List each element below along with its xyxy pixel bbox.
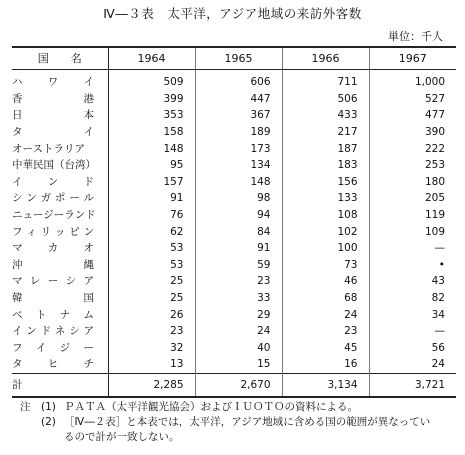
country-name-part: ネ <box>54 325 66 338</box>
country-name-part: イ <box>35 341 47 354</box>
country-name <box>12 74 94 90</box>
value-cell: 32 <box>108 340 195 357</box>
country-name-part: リ <box>40 225 52 238</box>
value-cell: 173 <box>195 140 282 157</box>
value-cell: 25 <box>108 273 195 290</box>
country-name-part: 縄 <box>83 258 94 271</box>
header-row <box>12 47 456 70</box>
value-cell: 23 <box>195 273 282 290</box>
value-cell: — <box>434 325 445 338</box>
country-name <box>12 107 94 123</box>
country-name <box>12 224 94 240</box>
country-name-part: タ <box>12 126 23 139</box>
country-name-part: ワ <box>47 76 59 89</box>
value-cell: 390 <box>424 126 445 139</box>
country-name-part: ニュージーランド <box>12 209 96 222</box>
country-cell <box>12 174 108 191</box>
country-name <box>12 141 94 157</box>
country-name <box>12 257 94 273</box>
country-name <box>12 290 94 306</box>
total-cell: 3,134 <box>282 373 369 397</box>
value-cell: 56 <box>431 341 445 354</box>
table-title: Ⅳ―３表 太平洋，アジア地域の来訪外客数 <box>103 6 362 21</box>
country-name-part: ガ <box>40 192 52 205</box>
value-cell: 102 <box>282 223 369 240</box>
country-name-part: ル <box>83 192 94 205</box>
country-cell <box>12 306 108 323</box>
country-name <box>12 340 94 356</box>
value-cell: 91 <box>195 240 282 257</box>
country-name-part: イ <box>12 325 23 338</box>
value-cell: 24 <box>431 358 445 371</box>
country-name-part: 国 <box>83 292 94 305</box>
header-year: 1966 <box>282 47 369 70</box>
footnote-label: (2) <box>20 416 56 428</box>
footnote-label: 注 (1) <box>20 401 56 413</box>
country-cell <box>12 190 108 207</box>
country-cell <box>12 157 108 174</box>
total-cell: 2,670 <box>195 373 282 397</box>
value-cell: 119 <box>424 209 445 222</box>
country-name <box>12 190 94 206</box>
table-row <box>12 207 456 224</box>
country-name-part: フ <box>12 341 23 354</box>
country-name-part: イ <box>83 76 94 89</box>
value-cell: 509 <box>108 70 195 91</box>
value-cell: 367 <box>195 107 282 124</box>
value-cell: 91 <box>108 190 195 207</box>
country-cell <box>12 340 108 357</box>
country-name-part: イ <box>83 126 94 139</box>
footnote-text: ＰＡＴＡ（太平洋観光協会）およびＩＵＯＴＯの資料による。 <box>64 401 358 413</box>
value-cell: 189 <box>195 124 282 141</box>
value-cell: 26 <box>108 306 195 323</box>
table-row <box>12 323 456 340</box>
table-row <box>12 107 456 124</box>
value-cell: 180 <box>424 175 445 188</box>
value-cell: 606 <box>195 70 282 91</box>
value-cell: 711 <box>282 70 369 91</box>
country-name-part: ン <box>47 175 59 188</box>
country-name-part: ア <box>83 275 94 288</box>
value-cell: 98 <box>195 190 282 207</box>
country-name-part: ッ <box>54 225 66 238</box>
country-name-part: ベ <box>12 308 23 321</box>
country-cell <box>12 207 108 224</box>
value-cell: 23 <box>108 323 195 340</box>
table-row <box>12 157 456 174</box>
value-cell: — <box>434 242 445 255</box>
table-row <box>12 306 456 323</box>
header-country: 国 名 <box>12 47 108 70</box>
country-name-part: ジ <box>59 341 71 354</box>
table-row <box>12 91 456 108</box>
value-cell: 46 <box>282 273 369 290</box>
value-cell: 447 <box>195 91 282 108</box>
value-cell: 73 <box>282 257 369 274</box>
total-label: 計 <box>12 378 23 391</box>
country-name <box>12 207 94 223</box>
total-row <box>12 373 456 397</box>
country-name-part: ー <box>83 341 94 354</box>
value-cell: 68 <box>282 290 369 307</box>
value-cell: 76 <box>108 207 195 224</box>
header-year: 1967 <box>369 47 456 70</box>
country-name-part: オーストラリア <box>12 142 85 155</box>
country-name-part: マ <box>12 275 23 288</box>
country-name-part: シ <box>69 325 80 338</box>
value-cell: 109 <box>424 225 445 238</box>
country-cell <box>12 223 108 240</box>
country-name-part: チ <box>83 358 94 371</box>
footnote <box>20 415 430 430</box>
table-row <box>12 140 456 157</box>
value-cell: 13 <box>108 356 195 373</box>
value-cell: 433 <box>282 107 369 124</box>
header-year: 1965 <box>195 47 282 70</box>
value-cell: 134 <box>195 157 282 174</box>
country-name-part: タ <box>12 358 23 371</box>
value-cell: 183 <box>282 157 369 174</box>
country-name <box>12 157 94 173</box>
value-cell: 24 <box>282 306 369 323</box>
value-cell: 43 <box>431 275 445 288</box>
country-name-part: カ <box>47 242 59 255</box>
value-cell: 205 <box>424 192 445 205</box>
country-cell <box>12 273 108 290</box>
country-name-part: オ <box>83 242 94 255</box>
value-cell: 148 <box>195 174 282 191</box>
country-name-part: ヒ <box>47 358 59 371</box>
country-name-part: レ <box>29 275 41 288</box>
value-cell: 217 <box>282 124 369 141</box>
country-name-part: シ <box>12 192 23 205</box>
country-name-part: 日 <box>12 109 23 122</box>
country-name <box>12 124 94 140</box>
total-label-wrap <box>12 377 94 393</box>
footnote-text: るので計が一致しない。 <box>64 431 180 443</box>
country-name-part: ィ <box>26 225 37 238</box>
country-cell <box>12 257 108 274</box>
footnotes <box>20 400 430 445</box>
country-name-part: ド <box>40 325 52 338</box>
total-cell: 3,721 <box>369 373 456 397</box>
country-name-part: ン <box>26 325 37 338</box>
footnote <box>20 400 430 415</box>
table-row <box>12 124 456 141</box>
table-row <box>12 240 456 257</box>
country-name-part: ピ <box>69 225 80 238</box>
country-name-part: ア <box>83 325 94 338</box>
country-cell <box>12 124 108 141</box>
value-cell: 94 <box>195 207 282 224</box>
value-cell: 23 <box>282 323 369 340</box>
value-cell: 53 <box>108 257 195 274</box>
value-cell: 1,000 <box>414 76 445 89</box>
table-row <box>12 290 456 307</box>
country-cell <box>12 240 108 257</box>
value-cell: 16 <box>282 356 369 373</box>
country-name-part: 香 <box>12 92 23 105</box>
value-cell: 156 <box>282 174 369 191</box>
country-name-part: ハ <box>12 76 23 89</box>
country-cell <box>12 91 108 108</box>
country-cell <box>12 107 108 124</box>
value-cell: 148 <box>108 140 195 157</box>
country-name-part: ン <box>26 192 37 205</box>
country-name-part: シ <box>65 275 77 288</box>
country-cell <box>12 323 108 340</box>
country-cell <box>12 70 108 91</box>
country-name <box>12 174 94 190</box>
table-row <box>12 190 456 207</box>
value-cell: 95 <box>108 157 195 174</box>
country-name-part: ナ <box>59 308 71 321</box>
value-cell: 222 <box>424 142 445 155</box>
country-name-part: フ <box>12 225 23 238</box>
header-year: 1964 <box>108 47 195 70</box>
table-row <box>12 340 456 357</box>
country-name-part: ド <box>83 175 94 188</box>
value-cell: 133 <box>282 190 369 207</box>
footnote <box>20 430 430 445</box>
country-name-part: マ <box>12 242 23 255</box>
country-name-part: 韓 <box>12 292 23 305</box>
value-cell: 25 <box>108 290 195 307</box>
country-cell <box>12 140 108 157</box>
value-cell: 100 <box>282 240 369 257</box>
table-row <box>12 174 456 191</box>
unit-label: 単位：千人 <box>388 30 443 43</box>
value-cell: 82 <box>431 292 445 305</box>
value-cell: 45 <box>282 340 369 357</box>
country-name <box>12 356 94 372</box>
value-cell: 29 <box>195 306 282 323</box>
country-name <box>12 323 94 339</box>
country-name-part: ト <box>35 308 47 321</box>
value-cell: 62 <box>108 223 195 240</box>
value-cell: 84 <box>195 223 282 240</box>
value-cell: 53 <box>108 240 195 257</box>
country-name-part: 中華民国（台湾） <box>12 159 96 172</box>
value-cell: 527 <box>424 92 445 105</box>
value-cell: • <box>438 258 445 271</box>
value-cell: 253 <box>424 159 445 172</box>
country-name-part: ン <box>83 225 94 238</box>
value-cell: 108 <box>282 207 369 224</box>
country-cell <box>12 290 108 307</box>
country-name <box>12 307 94 323</box>
visitor-table <box>12 46 456 398</box>
country-name-part: ー <box>69 192 80 205</box>
country-name-part: 本 <box>83 109 94 122</box>
table-row <box>12 273 456 290</box>
value-cell: 33 <box>195 290 282 307</box>
country-name <box>12 240 94 256</box>
value-cell: 353 <box>108 107 195 124</box>
country-name-part: ム <box>83 308 94 321</box>
footnote-text: ［Ⅳ―２表］と本表では，太平洋，アジア地域に含める国の範囲が異なってい <box>64 416 431 428</box>
value-cell: 15 <box>195 356 282 373</box>
country-name-part: ポ <box>54 192 66 205</box>
country-name-part: イ <box>12 175 23 188</box>
country-name-part: 沖 <box>12 258 23 271</box>
value-cell: 187 <box>282 140 369 157</box>
country-name-part: 港 <box>83 92 94 105</box>
value-cell: 157 <box>108 174 195 191</box>
value-cell: 477 <box>424 109 445 122</box>
table-row <box>12 70 456 91</box>
table-row <box>12 257 456 274</box>
value-cell: 399 <box>108 91 195 108</box>
country-name <box>12 91 94 107</box>
table-row <box>12 223 456 240</box>
total-cell: 2,285 <box>108 373 195 397</box>
value-cell: 158 <box>108 124 195 141</box>
country-name <box>12 273 94 289</box>
value-cell: 506 <box>282 91 369 108</box>
country-cell <box>12 356 108 373</box>
table-row <box>12 356 456 373</box>
value-cell: 34 <box>431 308 445 321</box>
value-cell: 59 <box>195 257 282 274</box>
value-cell: 40 <box>195 340 282 357</box>
country-name-part: ー <box>47 275 59 288</box>
value-cell: 24 <box>195 323 282 340</box>
